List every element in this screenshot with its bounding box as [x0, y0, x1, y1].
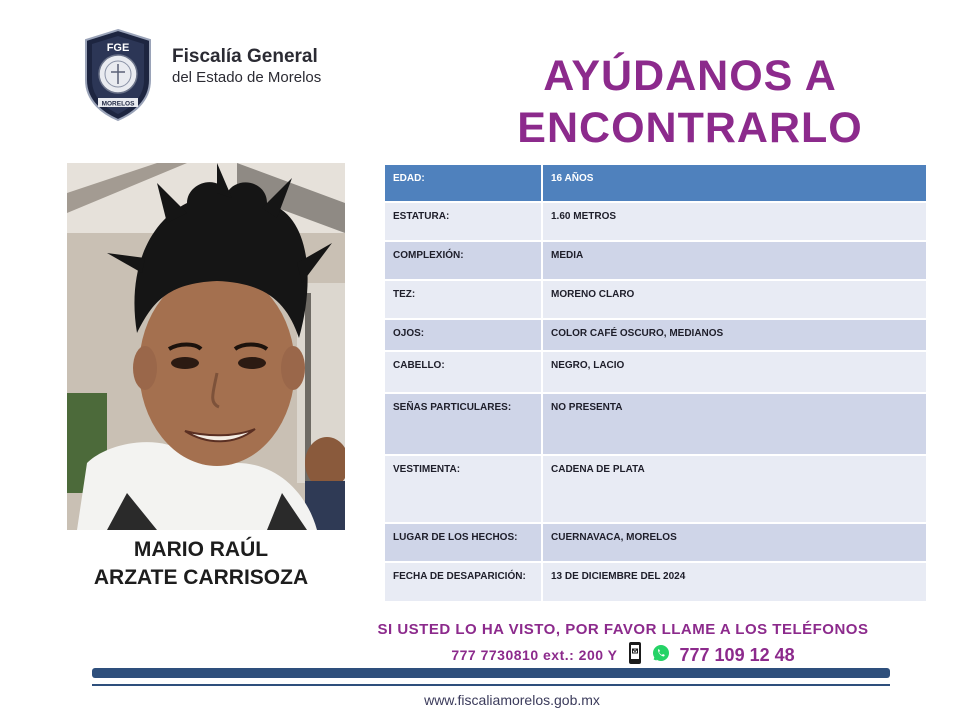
svg-text:FGE: FGE — [106, 42, 130, 54]
name-line2: ARZATE CARRISOZA — [93, 566, 309, 589]
mobile-phone-icon — [628, 641, 642, 670]
phone-numbers — [340, 643, 906, 667]
detail-value: CUERNAVACA, MORELOS — [542, 523, 927, 562]
phone-number-mobile[interactable]: 777 109 12 48 — [679, 644, 795, 665]
detail-label: LUGAR DE LOS HECHOS: — [384, 523, 542, 562]
detail-value: NEGRO, LACIO — [542, 351, 927, 393]
detail-label: OJOS: — [384, 319, 542, 351]
organization-name — [172, 46, 321, 88]
table-row — [384, 319, 927, 351]
website-url[interactable]: www.fiscaliamorelos.gob.mx — [424, 692, 600, 708]
detail-value: MORENO CLARO — [542, 280, 927, 319]
org-name-line1: Fiscalía General — [172, 46, 318, 67]
missing-person-photo — [67, 163, 345, 530]
shield-logo-icon — [82, 28, 154, 122]
table-row — [384, 393, 927, 455]
name-line1: MARIO RAÚL — [133, 538, 269, 561]
whatsapp-icon — [652, 644, 670, 667]
table-row — [384, 351, 927, 393]
fge-logo-badge — [82, 28, 154, 122]
detail-value: 13 DE DICIEMBRE DEL 2024 — [542, 562, 927, 602]
headline-line2: ENCONTRARLO — [517, 104, 863, 152]
table-row — [384, 455, 927, 523]
missing-person-name — [60, 536, 342, 592]
detail-value: 16 AÑOS — [542, 164, 927, 202]
detail-label: CABELLO: — [384, 351, 542, 393]
detail-value: CADENA DE PLATA — [542, 455, 927, 523]
table-row — [384, 202, 927, 241]
footer-divider-thin — [92, 684, 890, 686]
portrait-illustration — [67, 163, 345, 530]
detail-label: SEÑAS PARTICULARES: — [384, 393, 542, 455]
svg-text:MORELOS: MORELOS — [101, 100, 135, 108]
table-row — [384, 164, 927, 202]
detail-value: COLOR CAFÉ OSCURO, MEDIANOS — [542, 319, 927, 351]
footer-divider-thick — [92, 668, 890, 678]
detail-label: ESTATURA: — [384, 202, 542, 241]
website-link[interactable] — [0, 692, 960, 708]
table-row — [384, 241, 927, 280]
headline-line1: AYÚDANOS A — [543, 52, 837, 100]
detail-value: 1.60 METROS — [542, 202, 927, 241]
call-to-action: SI USTED LO HA VISTO, POR FAVOR LLAME A LOS TELÉFONOS — [377, 621, 869, 638]
person-details-table — [383, 163, 928, 603]
headline — [470, 50, 910, 154]
phone-number-office[interactable]: 777 7730810 ext.: 200 Y — [451, 647, 618, 663]
detail-label: FECHA DE DESAPARICIÓN: — [384, 562, 542, 602]
detail-value: MEDIA — [542, 241, 927, 280]
table-row — [384, 562, 927, 602]
detail-label: COMPLEXIÓN: — [384, 241, 542, 280]
table-row — [384, 280, 927, 319]
table-row — [384, 523, 927, 562]
detail-label: TEZ: — [384, 280, 542, 319]
detail-value: NO PRESENTA — [542, 393, 927, 455]
detail-label: VESTIMENTA: — [384, 455, 542, 523]
org-name-line2: del Estado de Morelos — [172, 69, 322, 86]
detail-label: EDAD: — [384, 164, 542, 202]
